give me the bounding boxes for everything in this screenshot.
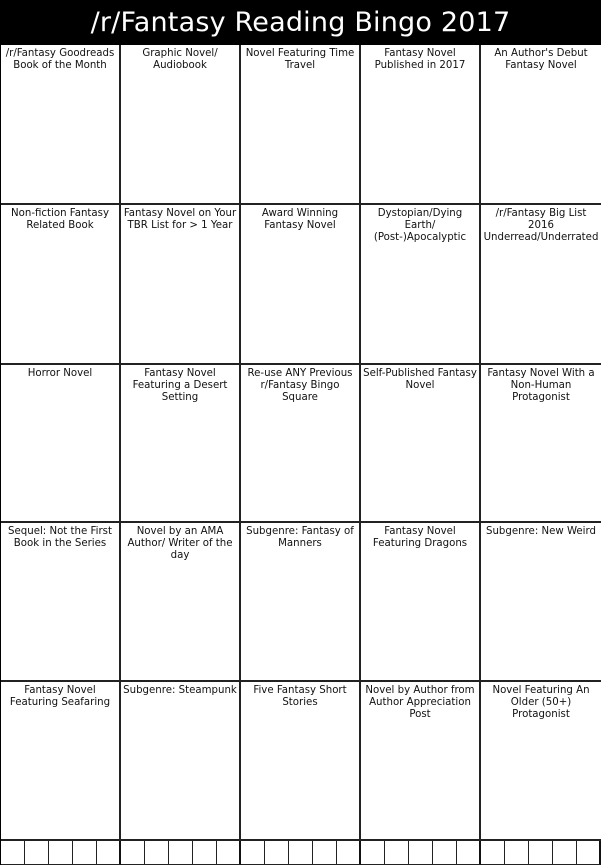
bingo-square: /r/Fantasy Big List 2016 Underread/Underrated bbox=[481, 205, 601, 365]
tracker-box bbox=[73, 841, 97, 865]
bingo-square: Fantasy Novel on Your TBR List for > 1 Year bbox=[121, 205, 241, 365]
tracker-box bbox=[313, 841, 337, 865]
tracker-box bbox=[409, 841, 433, 865]
bingo-square: Novel Featuring Time Travel bbox=[241, 45, 361, 205]
tracker-box bbox=[217, 841, 241, 865]
tracker-box bbox=[529, 841, 553, 865]
tracker-box bbox=[457, 841, 481, 865]
tracker-box bbox=[145, 841, 169, 865]
tracker-box bbox=[25, 841, 49, 865]
bingo-square: Novel by Author from Author Appreciation Post bbox=[361, 682, 481, 841]
tracker-box bbox=[385, 841, 409, 865]
tracker-box bbox=[553, 841, 577, 865]
bingo-grid bbox=[0, 45, 601, 841]
bingo-square: Subgenre: Fantasy of Manners bbox=[241, 523, 361, 682]
tracker-box bbox=[337, 841, 361, 865]
bingo-square: Fantasy Novel Featuring a Desert Setting bbox=[121, 365, 241, 523]
tracker-box bbox=[1, 841, 25, 865]
bingo-square: Non-fiction Fantasy Related Book bbox=[1, 205, 121, 365]
tracker-box bbox=[169, 841, 193, 865]
bingo-square: Fantasy Novel Featuring Seafaring bbox=[1, 682, 121, 841]
tracker-box bbox=[505, 841, 529, 865]
tracker-box bbox=[289, 841, 313, 865]
bingo-square: Fantasy Novel Featuring Dragons bbox=[361, 523, 481, 682]
bingo-square: Award Winning Fantasy Novel bbox=[241, 205, 361, 365]
bingo-square: Subgenre: New Weird bbox=[481, 523, 601, 682]
tracker-boxes bbox=[0, 841, 601, 865]
tracker-box bbox=[121, 841, 145, 865]
bingo-square: Graphic Novel/ Audiobook bbox=[121, 45, 241, 205]
bingo-square: Sequel: Not the First Book in the Series bbox=[1, 523, 121, 682]
tracker-box bbox=[49, 841, 73, 865]
tracker-box bbox=[481, 841, 505, 865]
bingo-square: Horror Novel bbox=[1, 365, 121, 523]
bingo-square: Dystopian/Dying Earth/ (Post-)Apocalyptic bbox=[361, 205, 481, 365]
tracker-box bbox=[577, 841, 601, 865]
bingo-square: Fantasy Novel Published in 2017 bbox=[361, 45, 481, 205]
bingo-square: An Author's Debut Fantasy Novel bbox=[481, 45, 601, 205]
bingo-square: Re-use ANY Previous r/Fantasy Bingo Square bbox=[241, 365, 361, 523]
bingo-title: /r/Fantasy Reading Bingo 2017 bbox=[0, 0, 601, 45]
bingo-square: Novel Featuring An Older (50+) Protagonist bbox=[481, 682, 601, 841]
tracker-box bbox=[241, 841, 265, 865]
bingo-square: Novel by an AMA Author/ Writer of the day bbox=[121, 523, 241, 682]
bingo-square: Fantasy Novel With a Non-Human Protagonist bbox=[481, 365, 601, 523]
bingo-square: Subgenre: Steampunk bbox=[121, 682, 241, 841]
tracker-box bbox=[193, 841, 217, 865]
bingo-square: /r/Fantasy Goodreads Book of the Month bbox=[1, 45, 121, 205]
bingo-square: Self-Published Fantasy Novel bbox=[361, 365, 481, 523]
tracker-box bbox=[361, 841, 385, 865]
tracker-box bbox=[265, 841, 289, 865]
tracker-box bbox=[97, 841, 121, 865]
bingo-square: Five Fantasy Short Stories bbox=[241, 682, 361, 841]
tracker-box bbox=[433, 841, 457, 865]
